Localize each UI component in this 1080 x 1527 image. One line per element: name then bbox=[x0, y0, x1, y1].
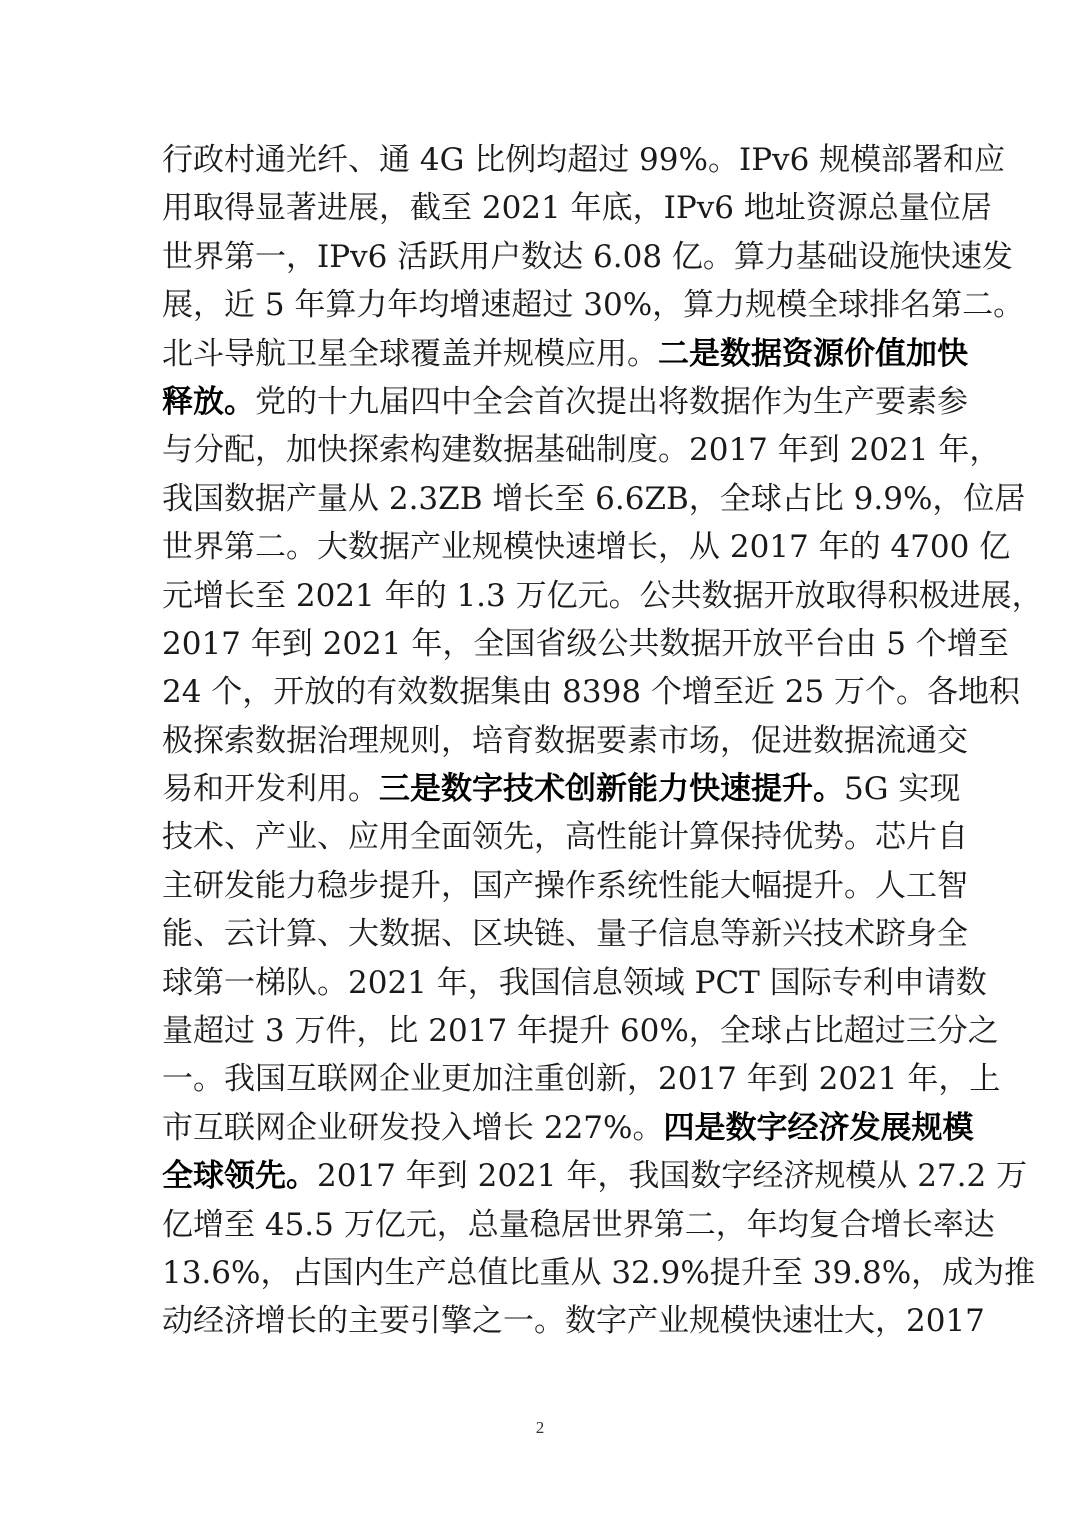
emphasis-text: 四是数字经济发展规模 bbox=[663, 1109, 974, 1146]
text-segment: 极探索数据治理规则，培育数据要素市场，促进数据流通交 bbox=[162, 722, 968, 759]
text-line bbox=[162, 717, 968, 765]
body-text bbox=[162, 136, 1043, 1346]
text-segment: 主研发能力稳步提升，国产操作系统性能大幅提升。人工智 bbox=[162, 867, 968, 904]
emphasis-text: 全球领先。 bbox=[162, 1158, 317, 1195]
text-segment: 北斗导航卫星全球覆盖并规模应用。 bbox=[162, 335, 658, 372]
text-line bbox=[162, 620, 1009, 668]
text-segment: 量超过 3 万件，比 2017 年提升 60%，全球占比超过三分之 bbox=[162, 1013, 999, 1050]
text-segment: 世界第二。大数据产业规模快速增长，从 2017 年的 4700 亿 bbox=[162, 529, 1011, 566]
emphasis-text: 二是数据资源价值加快 bbox=[658, 335, 968, 372]
text-segment: 24 个，开放的有效数据集由 8398 个增至近 25 万个。各地积 bbox=[162, 674, 1021, 711]
text-line bbox=[162, 233, 1013, 281]
text-segment: 我国数据产量从 2.3ZB 增长至 6.6ZB，全球占比 9.9%，位居 bbox=[162, 480, 1026, 517]
text-line bbox=[162, 523, 1011, 571]
text-line bbox=[162, 1201, 995, 1249]
text-line bbox=[162, 1055, 1001, 1103]
text-line bbox=[162, 378, 968, 426]
text-line bbox=[162, 862, 968, 910]
text-segment: 元增长至 2021 年的 1.3 万亿元。公共数据开放取得积极进展， bbox=[162, 577, 1043, 614]
text-line bbox=[162, 1249, 1036, 1297]
text-line bbox=[162, 765, 961, 813]
text-segment: 展，近 5 年算力年均增速超过 30%，算力规模全球排名第二。 bbox=[162, 287, 1025, 324]
text-segment: 能、云计算、大数据、区块链、量子信息等新兴技术跻身全 bbox=[162, 916, 968, 953]
text-segment: 2017 年到 2021 年，全国省级公共数据开放平台由 5 个增至 bbox=[162, 625, 1009, 662]
text-segment: 行政村通光纤、通 4G 比例均超过 99%。IPv6 规模部署和应 bbox=[162, 142, 1006, 178]
text-line bbox=[162, 1297, 985, 1345]
text-line bbox=[162, 136, 1006, 184]
text-line bbox=[162, 813, 968, 861]
text-segment: 球第一梯队。2021 年，我国信息领域 PCT 国际专利申请数 bbox=[162, 964, 987, 1001]
text-segment: 动经济增长的主要引擎之一。数字产业规模快速壮大，2017 bbox=[162, 1303, 985, 1340]
text-segment: 党的十九届四中全会首次提出将数据作为生产要素参 bbox=[255, 383, 968, 420]
text-segment: 易和开发利用。 bbox=[162, 771, 379, 808]
text-segment: 世界第一，IPv6 活跃用户数达 6.08 亿。算力基础设施快速发 bbox=[162, 238, 1013, 275]
text-line bbox=[162, 959, 987, 1007]
emphasis-text: 三是数字技术创新能力快速提升。 bbox=[379, 771, 844, 808]
text-segment: 用取得显著进展，截至 2021 年底，IPv6 地址资源总量位居 bbox=[162, 190, 992, 227]
page-number: 2 bbox=[535, 1418, 545, 1437]
text-line bbox=[162, 668, 1021, 716]
text-segment: 技术、产业、应用全面领先，高性能计算保持优势。芯片自 bbox=[162, 819, 968, 856]
emphasis-text: 释放。 bbox=[162, 383, 255, 420]
text-line bbox=[162, 1007, 999, 1055]
text-segment: 2017 年到 2021 年，我国数字经济规模从 27.2 万 bbox=[317, 1158, 1028, 1195]
text-line bbox=[162, 1104, 974, 1152]
text-line bbox=[162, 330, 968, 378]
text-segment: 与分配，加快探索构建数据基础制度。2017 年到 2021 年， bbox=[162, 432, 1001, 469]
text-segment: 市互联网企业研发投入增长 227%。 bbox=[162, 1109, 664, 1146]
text-line bbox=[162, 426, 1001, 474]
text-line bbox=[162, 184, 992, 232]
text-segment: 13.6%，占国内生产总值比重从 32.9%提升至 39.8%，成为推 bbox=[162, 1254, 1036, 1291]
text-line bbox=[162, 572, 1043, 620]
text-segment: 一。我国互联网企业更加注重创新，2017 年到 2021 年，上 bbox=[162, 1061, 1001, 1098]
text-line bbox=[162, 1152, 1028, 1200]
text-line bbox=[162, 281, 1025, 329]
text-line bbox=[162, 475, 1026, 523]
text-segment: 5G 实现 bbox=[844, 771, 961, 808]
text-segment: 亿增至 45.5 万亿元，总量稳居世界第二，年均复合增长率达 bbox=[162, 1206, 995, 1243]
text-line bbox=[162, 910, 968, 958]
